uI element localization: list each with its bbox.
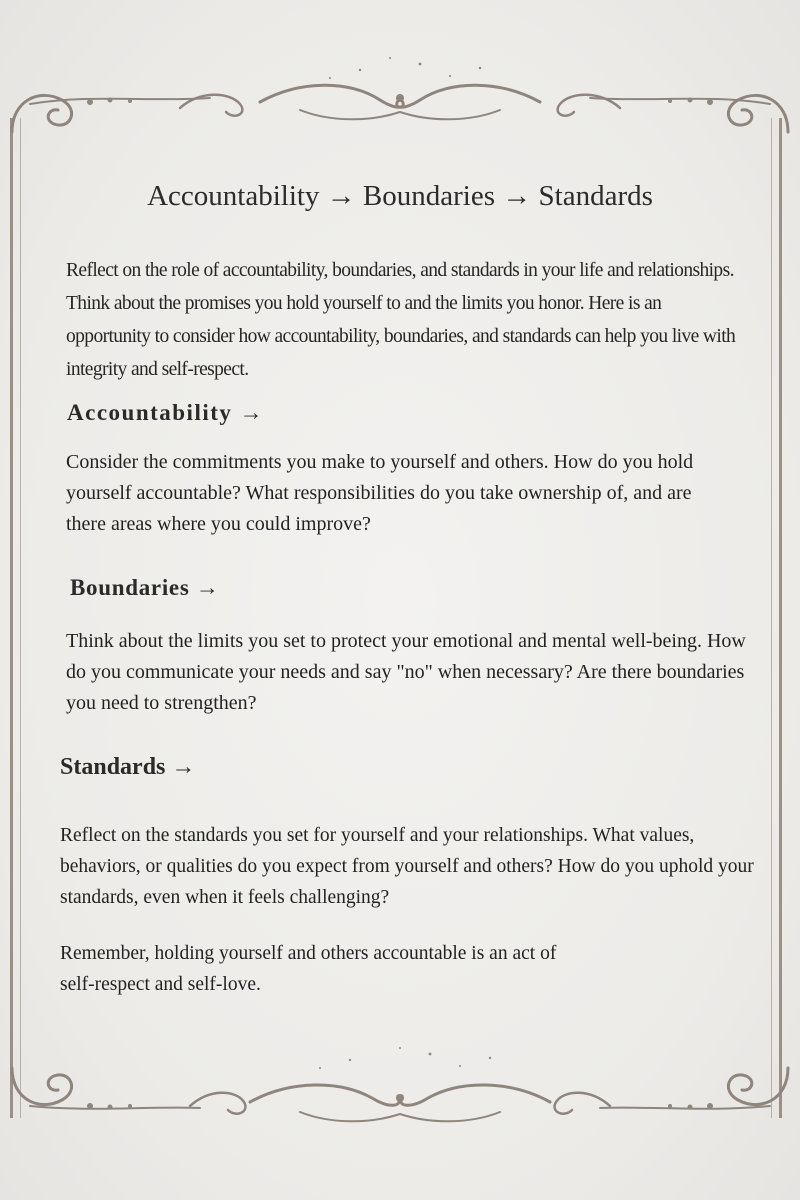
accountability-heading: Accountability → — [67, 400, 265, 425]
boundaries-body: Think about the limits you set to protect your emotional and mental well-being. How do you communicate your needs and say "no" when necessary? Are there boundaries you need to strengthen? — [66, 630, 746, 714]
standards-body: Reflect on the standards you set for yourself and your relationships. What values, behaviors, or qualities do you expect from yourself and others? How do you uphold your standards, even when it feels challenging? — [60, 825, 754, 908]
intro-paragraph: Reflect on the role of accountability, boundaries, and standards in your life and relationships. Think about the promises you hold yourself to and the limits you honor. Here is an opportunity to consider how accountability, boundaries, and standards can help you live with integrity and self-respect. — [66, 260, 736, 380]
accountability-body: Consider the commitments you make to yourself and others. How do you hold yourself accountable? What responsibilities do you take ownership of, and are there areas where you could improve? — [66, 451, 694, 535]
standards-heading: Standards → — [60, 754, 196, 780]
page-title: Accountability → Boundaries → Standards — [147, 180, 653, 212]
closing-reminder: Remember, holding yourself and others accountable is an act of self-respect and self-love. — [60, 943, 557, 995]
boundaries-heading: Boundaries → — [70, 575, 220, 600]
